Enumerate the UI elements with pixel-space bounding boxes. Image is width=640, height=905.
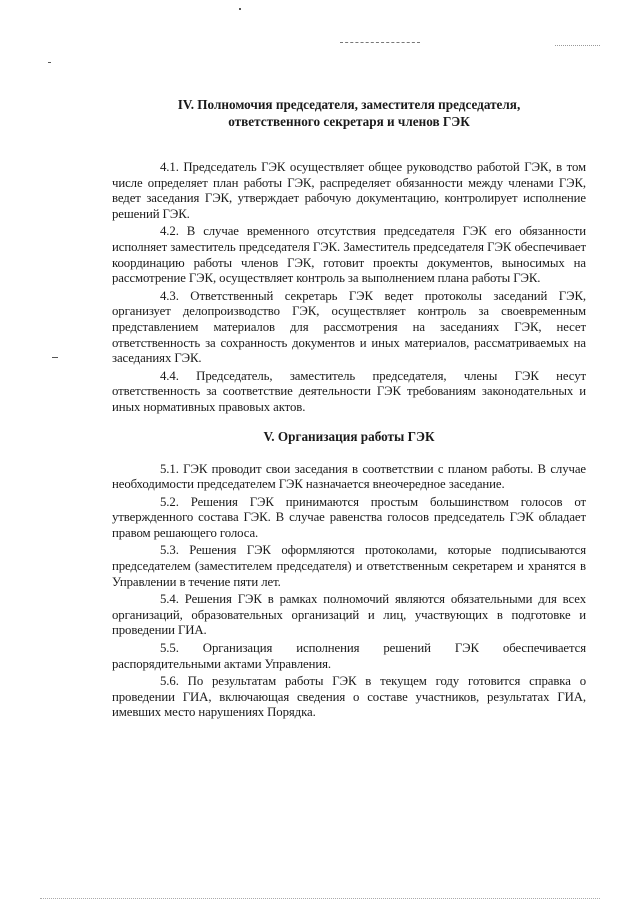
paragraph-5-1: 5.1. ГЭК проводит свои заседания в соответствии с планом работы. В случае необходимости председателем ГЭК назначается внеочередное заседание. [112, 461, 586, 492]
section-4-heading [112, 96, 586, 130]
paragraph-4-1: 4.1. Председатель ГЭК осуществляет общее руководство работой ГЭК, в том числе определяет план работы ГЭК, распределяет обязанности между членами ГЭК, ведет заседания ГЭК, утверждает рабочую документацию, контролирует исполнение решений ГЭК. [112, 160, 586, 221]
paragraph-5-4: 5.4. Решения ГЭК в рамках полномочий являются обязательными для всех организаций, образовательных организаций и лиц, участвующих в подготовке и проведении ГИА. [112, 592, 586, 638]
paragraph-4-3: 4.3. Ответственный секретарь ГЭК ведет протоколы заседаний ГЭК, организует делопроизводство ГЭК, осуществляет контроль за своевременным представлением материалов для рассмотрения на заседаниях ГЭК, несет ответственность за сохранность документов и иных материалов, рассматриваемых на заседаниях ГЭК. [112, 288, 586, 366]
paragraph-5-3: 5.3. Решения ГЭК оформляются протоколами, которые подписываются председателем (заместителем председателя) и ответственным секретарем и хранятся в Управлении в течение пяти лет. [112, 543, 586, 589]
scan-artifact-bottom [40, 898, 600, 899]
paragraph-5-6: 5.6. По результатам работы ГЭК в текущем году готовится справка о проведении ГИА, включающая сведения о составе участников, результатах ГИА, имевших место нарушениях Порядка. [112, 674, 586, 720]
paragraph-5-5: 5.5. Организация исполнения решений ГЭК обеспечивается распорядительными актами Управления. [112, 641, 586, 671]
scan-speck [52, 357, 58, 358]
paragraph-4-4: 4.4. Председатель, заместитель председателя, члены ГЭК несут ответственность за соответствие деятельности ГЭК требованиям законодательных и иных нормативных правовых актов. [112, 368, 586, 414]
scan-artifact-line [340, 42, 420, 43]
paragraph-5-2: 5.2. Решения ГЭК принимаются простым большинством голосов от утвержденного состава ГЭК. В случае равенства голосов председатель ГЭК обладает правом решающего голоса. [112, 494, 586, 540]
section-4-heading-line2: ответственного секретаря и членов ГЭК [228, 114, 470, 129]
scan-speck [239, 8, 241, 10]
paragraph-4-2: 4.2. В случае временного отсутствия председателя ГЭК его обязанности исполняет заместитель председателя ГЭК. Заместитель председателя ГЭК обеспечивает координацию работы членов ГЭК, готовит проекты документов, выносимых на рассмотрение ГЭК, осуществляет контроль за выполнением плана работы ГЭК. [112, 224, 586, 286]
document-body [112, 96, 586, 723]
section-4-heading-line1: IV. Полномочия председателя, заместителя председателя, [177, 97, 521, 112]
scan-speck [48, 62, 51, 63]
scan-artifact-dots [555, 45, 600, 46]
section-5-heading: V. Организация работы ГЭК [263, 428, 435, 444]
